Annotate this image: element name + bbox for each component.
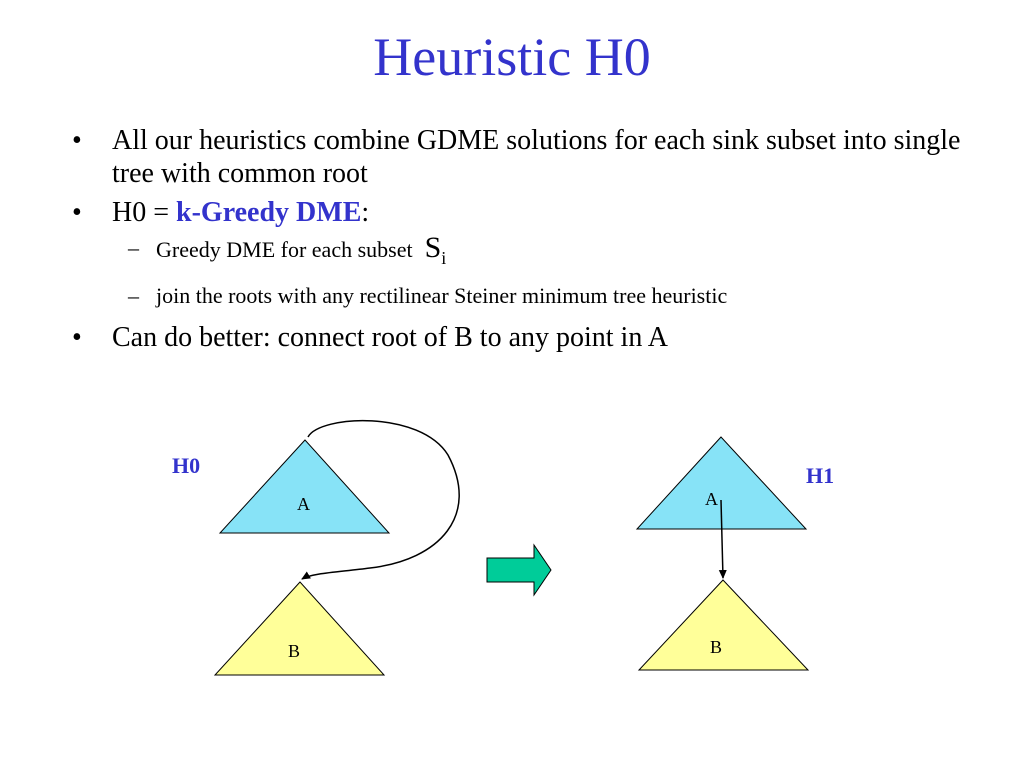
- label-h1: H1: [806, 463, 835, 488]
- slide-title: Heuristic H0: [373, 27, 651, 87]
- bullet-glyph: •: [72, 322, 82, 353]
- transition-arrow-icon: [487, 545, 551, 595]
- triangle-b-h1: [639, 580, 808, 670]
- bullet-glyph: •: [72, 125, 82, 156]
- bullet-text: Can do better: connect root of B to any point in A: [112, 322, 669, 353]
- label-h0: H0: [172, 453, 201, 478]
- node-a-h1: A: [705, 489, 718, 509]
- triangle-b-h0: [215, 582, 384, 675]
- bullet-suffix: :: [361, 197, 370, 228]
- bullet-text: All our heuristics combine GDME solutions for each sink subset into single tree with common root: [112, 125, 961, 189]
- sub-bullet-text: join the roots with any rectilinear Steiner minimum tree heuristic: [156, 283, 728, 308]
- dash-glyph: –: [128, 283, 139, 308]
- subset-symbol: $S_i$: [424, 231, 447, 268]
- bullet-prefix: H0 =: [112, 197, 177, 228]
- node-b-h1: B: [710, 637, 723, 657]
- node-b-h0: B: [288, 641, 301, 661]
- node-a-h0: A: [297, 494, 310, 514]
- sub-bullet-text: Greedy DME for each subset: [156, 237, 413, 262]
- dash-glyph: –: [128, 235, 139, 260]
- bullet-glyph: •: [72, 197, 82, 228]
- triangle-a-h0: [220, 440, 389, 533]
- bullet-highlight: k-Greedy DME: [176, 197, 362, 228]
